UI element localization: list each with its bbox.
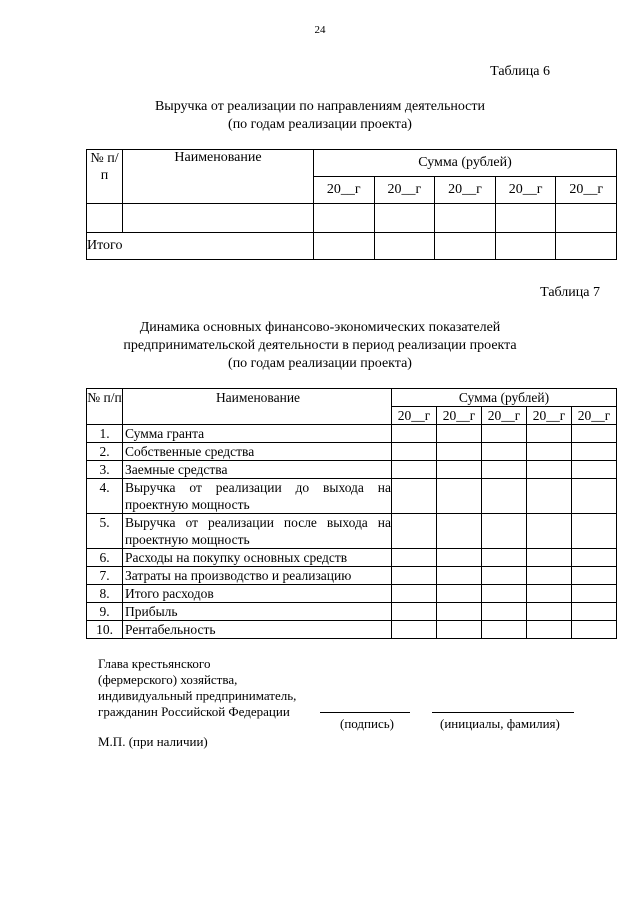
signatory-line1: Глава крестьянского	[98, 656, 211, 671]
table-cell	[437, 425, 482, 443]
row-number: 10.	[87, 621, 123, 639]
row-name: Выручка от реализации после выхода на проектную мощность	[123, 514, 392, 549]
table-cell	[527, 621, 572, 639]
table-cell	[482, 443, 527, 461]
table7-year-2: 20__г	[437, 407, 482, 425]
table7-year-4: 20__г	[527, 407, 572, 425]
row-name: Выручка от реализации до выхода на проектную мощность	[123, 479, 392, 514]
table-row	[87, 479, 617, 514]
stamp-note: М.П. (при наличии)	[98, 734, 208, 749]
table-cell	[527, 479, 572, 514]
table-cell	[437, 567, 482, 585]
table-cell	[572, 425, 617, 443]
table6-total-label: Итого	[87, 233, 314, 260]
table-row	[87, 585, 617, 603]
table-cell	[374, 233, 435, 260]
table6-col-num: № п/п	[87, 150, 123, 204]
table-row	[87, 549, 617, 567]
table-cell	[482, 479, 527, 514]
table-cell	[482, 585, 527, 603]
table7-col-name: Наименование	[123, 389, 392, 425]
table-cell	[556, 233, 617, 260]
table-cell	[556, 204, 617, 233]
table6-label: Таблица 6	[490, 64, 550, 79]
table7-label: Таблица 7	[540, 285, 600, 300]
row-number: 8.	[87, 585, 123, 603]
table-cell	[527, 567, 572, 585]
table-cell	[572, 514, 617, 549]
table-cell	[392, 425, 437, 443]
table7-title-line2: предпринимательской деятельности в период реализации проекта	[123, 338, 517, 353]
row-number: 5.	[87, 514, 123, 549]
table-cell	[482, 621, 527, 639]
table-cell	[392, 621, 437, 639]
financial-indicators-table	[86, 388, 617, 639]
row-name: Собственные средства	[123, 443, 392, 461]
table-cell	[572, 603, 617, 621]
table-cell	[527, 425, 572, 443]
table6-title-line2: (по годам реализации проекта)	[228, 117, 412, 132]
table-cell	[572, 585, 617, 603]
table6-col-sum: Сумма (рублей)	[314, 150, 617, 177]
table-cell	[437, 549, 482, 567]
table-cell	[482, 514, 527, 549]
table-cell	[572, 621, 617, 639]
table-cell	[527, 514, 572, 549]
table-cell	[527, 603, 572, 621]
table-cell	[482, 461, 527, 479]
table-cell	[435, 233, 496, 260]
row-name: Рентабельность	[123, 621, 392, 639]
table-cell	[495, 233, 556, 260]
table-cell	[314, 204, 375, 233]
row-number: 7.	[87, 567, 123, 585]
table7-title-line3: (по годам реализации проекта)	[228, 356, 412, 371]
table-row	[87, 621, 617, 639]
table-cell	[572, 443, 617, 461]
table-row	[87, 443, 617, 461]
table-row	[87, 461, 617, 479]
table-row	[87, 514, 617, 549]
name-caption: (инициалы, фамилия)	[440, 716, 560, 731]
table-cell	[314, 233, 375, 260]
table6-total-row	[87, 233, 617, 260]
row-number: 6.	[87, 549, 123, 567]
table-cell	[437, 461, 482, 479]
table-cell	[572, 549, 617, 567]
signatory-line4: гражданин Российской Федерации	[98, 704, 290, 719]
table7-title-line1: Динамика основных финансово-экономических показателей	[139, 320, 501, 335]
table-cell	[527, 461, 572, 479]
table-row	[87, 603, 617, 621]
table-cell	[392, 461, 437, 479]
table-cell	[527, 443, 572, 461]
revenue-table	[86, 149, 617, 260]
page-number: 24	[314, 24, 326, 36]
table-cell	[437, 443, 482, 461]
signatory-line2: (фермерского) хозяйства,	[98, 672, 238, 687]
table-cell	[392, 567, 437, 585]
table7-col-sum: Сумма (рублей)	[392, 389, 617, 407]
table-cell	[123, 204, 314, 233]
table-cell	[437, 479, 482, 514]
table-cell	[392, 603, 437, 621]
table-cell	[392, 514, 437, 549]
table-cell	[572, 567, 617, 585]
signatory-line3: индивидуальный предприниматель,	[98, 688, 297, 703]
table-cell	[437, 603, 482, 621]
row-number: 4.	[87, 479, 123, 514]
table-cell	[482, 567, 527, 585]
table-cell	[572, 479, 617, 514]
table-cell	[527, 549, 572, 567]
table-cell	[374, 204, 435, 233]
row-name: Заемные средства	[123, 461, 392, 479]
row-name: Прибыль	[123, 603, 392, 621]
row-number: 2.	[87, 443, 123, 461]
table-cell	[392, 443, 437, 461]
row-number: 3.	[87, 461, 123, 479]
row-name: Сумма гранта	[123, 425, 392, 443]
table-cell	[527, 585, 572, 603]
table7-year-5: 20__г	[572, 407, 617, 425]
table-cell	[435, 204, 496, 233]
table-cell	[392, 479, 437, 514]
table-row	[87, 567, 617, 585]
table-cell	[437, 514, 482, 549]
table7-col-num: № п/п	[87, 389, 123, 425]
table6-year-3: 20__г	[435, 177, 496, 204]
table7-year-1: 20__г	[392, 407, 437, 425]
signature-line	[320, 712, 410, 713]
table-cell	[482, 549, 527, 567]
name-line	[432, 712, 574, 713]
table6-year-2: 20__г	[374, 177, 435, 204]
row-name: Затраты на производство и реализацию	[123, 567, 392, 585]
table-cell	[495, 204, 556, 233]
table-cell	[572, 461, 617, 479]
table6-year-4: 20__г	[495, 177, 556, 204]
table-cell	[482, 603, 527, 621]
table-cell	[437, 621, 482, 639]
row-number: 1.	[87, 425, 123, 443]
table7-year-3: 20__г	[482, 407, 527, 425]
table-cell	[392, 549, 437, 567]
table6-year-1: 20__г	[314, 177, 375, 204]
table-cell	[87, 204, 123, 233]
table-row	[87, 425, 617, 443]
table-cell	[392, 585, 437, 603]
table6-empty-row	[87, 204, 617, 233]
signature-caption: (подпись)	[340, 716, 394, 731]
row-name: Расходы на покупку основных средств	[123, 549, 392, 567]
row-name: Итого расходов	[123, 585, 392, 603]
table-cell	[437, 585, 482, 603]
row-number: 9.	[87, 603, 123, 621]
table6-col-name: Наименование	[123, 150, 314, 204]
table6-title-line1: Выручка от реализации по направлениям деятельности	[154, 99, 486, 114]
table-cell	[482, 425, 527, 443]
table6-year-5: 20__г	[556, 177, 617, 204]
